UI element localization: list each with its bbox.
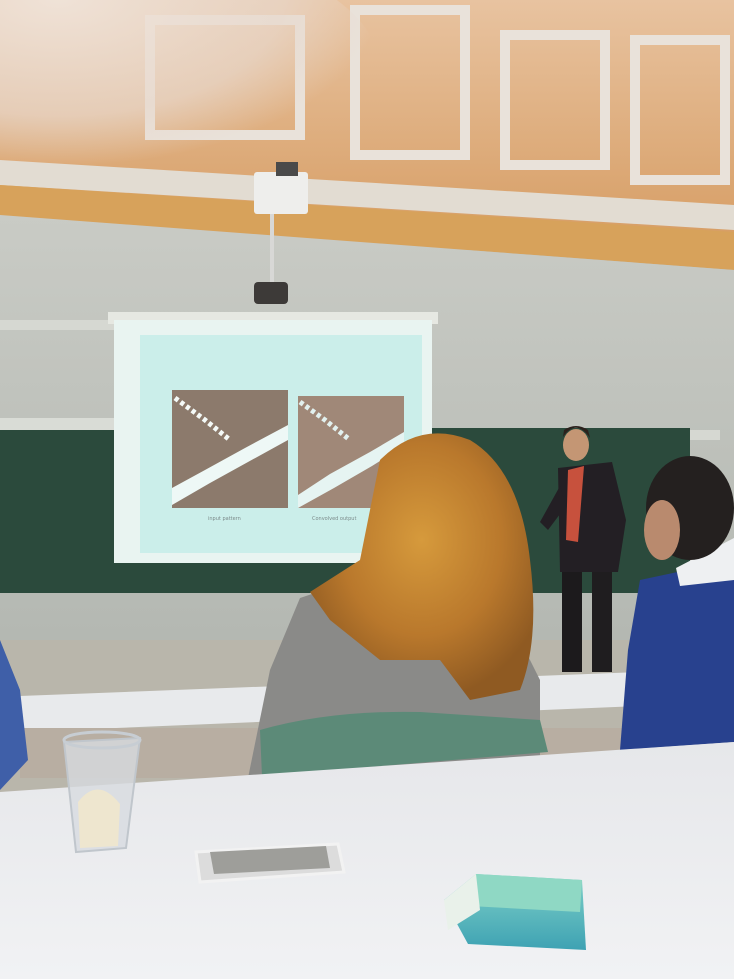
slide-right-caption: Convolved output [312, 516, 357, 522]
slide-left-caption: input pattern [208, 516, 241, 522]
blackboard-frame [0, 418, 120, 430]
plastic-cup [64, 732, 140, 852]
slide-left-panel [172, 390, 288, 508]
tissue-pack [444, 874, 586, 950]
wall-ledge [0, 320, 120, 330]
